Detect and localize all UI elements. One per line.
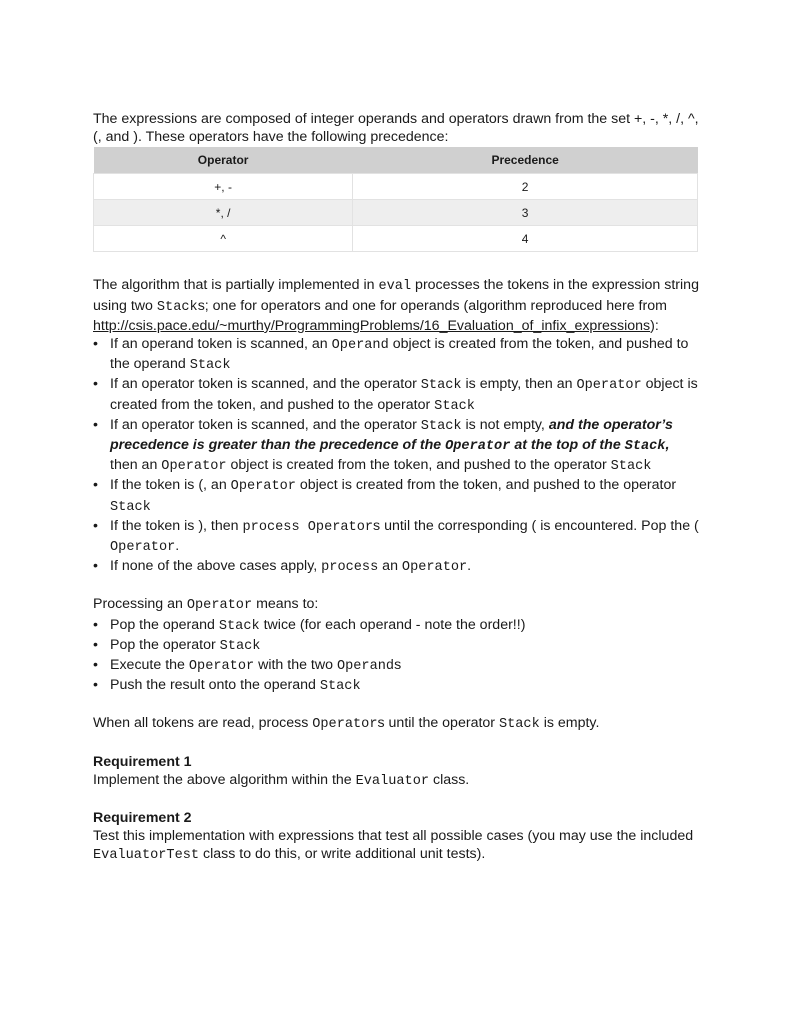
list-item: • If the token is ), then process Operators until the corresponding ( is encountered. Pop the ( Operator.	[93, 517, 699, 557]
list-item: • Push the result onto the operand Stack	[93, 676, 699, 696]
processing-intro: Processing an Operator means to:	[93, 596, 319, 614]
algorithm-paragraph: The algorithm that is partially implemented in eval processes the tokens in the expression string using two Stacks; one for operators and one for operands (algorithm reproduced here from http://csis.pace.edu/~murthy/ProgrammingProblems/16_Evaluation_of_infix_expressions):	[93, 277, 699, 334]
cell-operator: +, -	[94, 174, 353, 200]
list-item: • If none of the above cases apply, process an Operator.	[93, 557, 699, 577]
requirement-1-heading: Requirement 1	[93, 753, 192, 770]
list-item: • Pop the operand Stack twice (for each operand - note the order!!)	[93, 616, 699, 636]
processing-steps-list	[93, 616, 699, 697]
list-item: • If an operand token is scanned, an Operand object is created from the token, and pushed to the operand Stack	[93, 335, 699, 375]
algorithm-steps-list	[93, 335, 699, 577]
document-page	[93, 110, 699, 866]
list-item: • Execute the Operator with the two Operands	[93, 656, 699, 676]
requirement-2-heading: Requirement 2	[93, 810, 192, 827]
list-item: • If an operator token is scanned, and the operator Stack is not empty, and the operator’s precedence is greater than the precedence of the Operator at the top of the Stack, then an Operator object is created from the token, and pushed to the operator Stack	[93, 416, 699, 477]
list-item: • If the token is (, an Operator object is created from the token, and pushed to the operator Stack	[93, 476, 699, 516]
cell-precedence: 3	[353, 200, 698, 226]
header-operator: Operator	[94, 147, 353, 174]
precedence-table	[93, 147, 698, 252]
header-precedence: Precedence	[353, 147, 698, 174]
cell-operator: *, /	[94, 200, 353, 226]
cell-precedence: 4	[353, 226, 698, 252]
list-item: • Pop the operator Stack	[93, 636, 699, 656]
intro-paragraph: The expressions are composed of integer operands and operators drawn from the set +, -, *, /, ^, (, and ). These operators have the following precedence:	[93, 111, 699, 146]
requirement-1-text: Implement the above algorithm within the Evaluator class.	[93, 771, 470, 789]
final-paragraph: When all tokens are read, process Operators until the operator Stack is empty.	[93, 715, 600, 733]
cell-precedence: 2	[353, 174, 698, 200]
table-row	[94, 174, 698, 200]
table-row	[94, 200, 698, 226]
table-header-row	[94, 147, 698, 174]
cell-operator: ^	[94, 226, 353, 252]
list-item: • If an operator token is scanned, and the operator Stack is empty, then an Operator object is created from the token, and pushed to the operator Stack	[93, 375, 699, 415]
requirement-2-text: Test this implementation with expressions that test all possible cases (you may use the included EvaluatorTest class to do this, or write additional unit tests).	[93, 828, 694, 864]
algorithm-source-link[interactable]: http://csis.pace.edu/~murthy/ProgrammingProblems/16_Evaluation_of_infix_expressions	[93, 317, 651, 334]
table-row	[94, 226, 698, 252]
